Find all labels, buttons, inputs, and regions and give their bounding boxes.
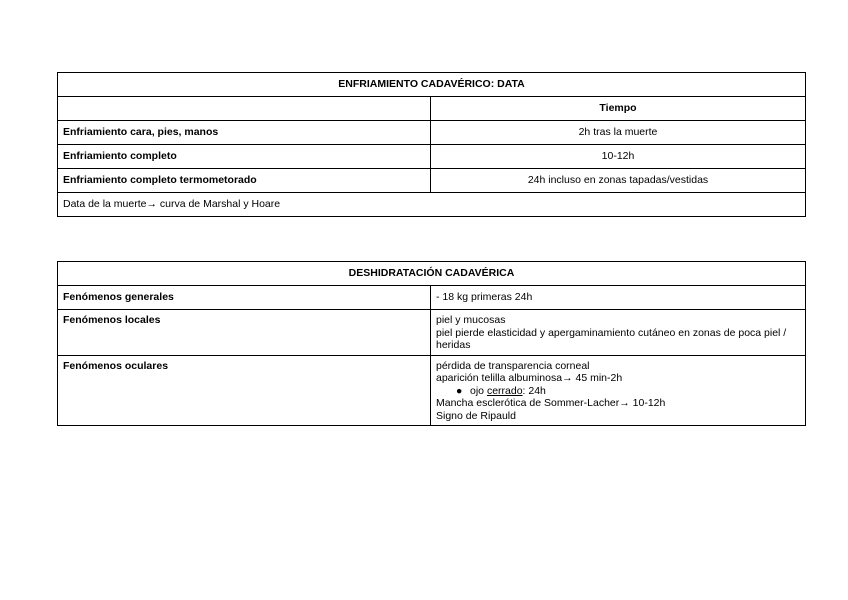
enfriamiento-table — [57, 72, 806, 217]
row-label: Fenómenos oculares — [58, 355, 431, 426]
row-value: 24h incluso en zonas tapadas/vestidas — [431, 169, 806, 193]
header-empty-cell — [58, 97, 431, 121]
row-value: 2h tras la muerte — [431, 121, 806, 145]
bullet-item — [436, 385, 800, 398]
table-row — [58, 310, 806, 356]
row-value — [431, 355, 806, 426]
table-row — [58, 145, 806, 169]
footer-note: Data de la muerte→ curva de Marshal y Hoare — [58, 193, 806, 217]
table-row — [58, 121, 806, 145]
header-tiempo: Tiempo — [431, 97, 806, 121]
table-row — [58, 286, 806, 310]
row-value — [431, 310, 806, 356]
table-row — [58, 169, 806, 193]
oculares-line: pérdida de transparencia corneal — [436, 359, 590, 372]
row-label: Enfriamiento completo — [58, 145, 431, 169]
oculares-line: aparición telilla albuminosa→ 45 min-2h — [436, 372, 623, 384]
row-value: - 18 kg primeras 24h — [431, 286, 806, 310]
oculares-line: Signo de Ripauld — [436, 409, 516, 422]
bullet-prefix: ojo — [470, 384, 485, 397]
locales-line: piel pierde elasticidad y apergaminamiento cutáneo en zonas de poca piel / heridas — [436, 326, 787, 351]
bullet-suffix: : 24h — [522, 384, 546, 397]
oculares-line: Mancha esclerótica de Sommer-Lacher→ 10-12h — [436, 397, 666, 409]
row-label: Fenómenos locales — [58, 310, 431, 356]
deshidratacion-title: DESHIDRATACIÓN CADAVÉRICA — [58, 262, 806, 286]
locales-line: piel y mucosas — [436, 314, 506, 326]
row-value: 10-12h — [431, 145, 806, 169]
deshidratacion-table — [57, 261, 806, 426]
enfriamiento-title: ENFRIAMIENTO CADAVÉRICO: DATA — [58, 73, 806, 97]
row-label: Fenómenos generales — [58, 286, 431, 310]
row-label: Enfriamiento cara, pies, manos — [58, 121, 431, 145]
row-label: Enfriamiento completo termometorado — [58, 169, 431, 193]
table-row — [58, 355, 806, 426]
bullet-icon: ● — [456, 384, 463, 397]
bullet-underlined: cerrado — [486, 384, 523, 397]
